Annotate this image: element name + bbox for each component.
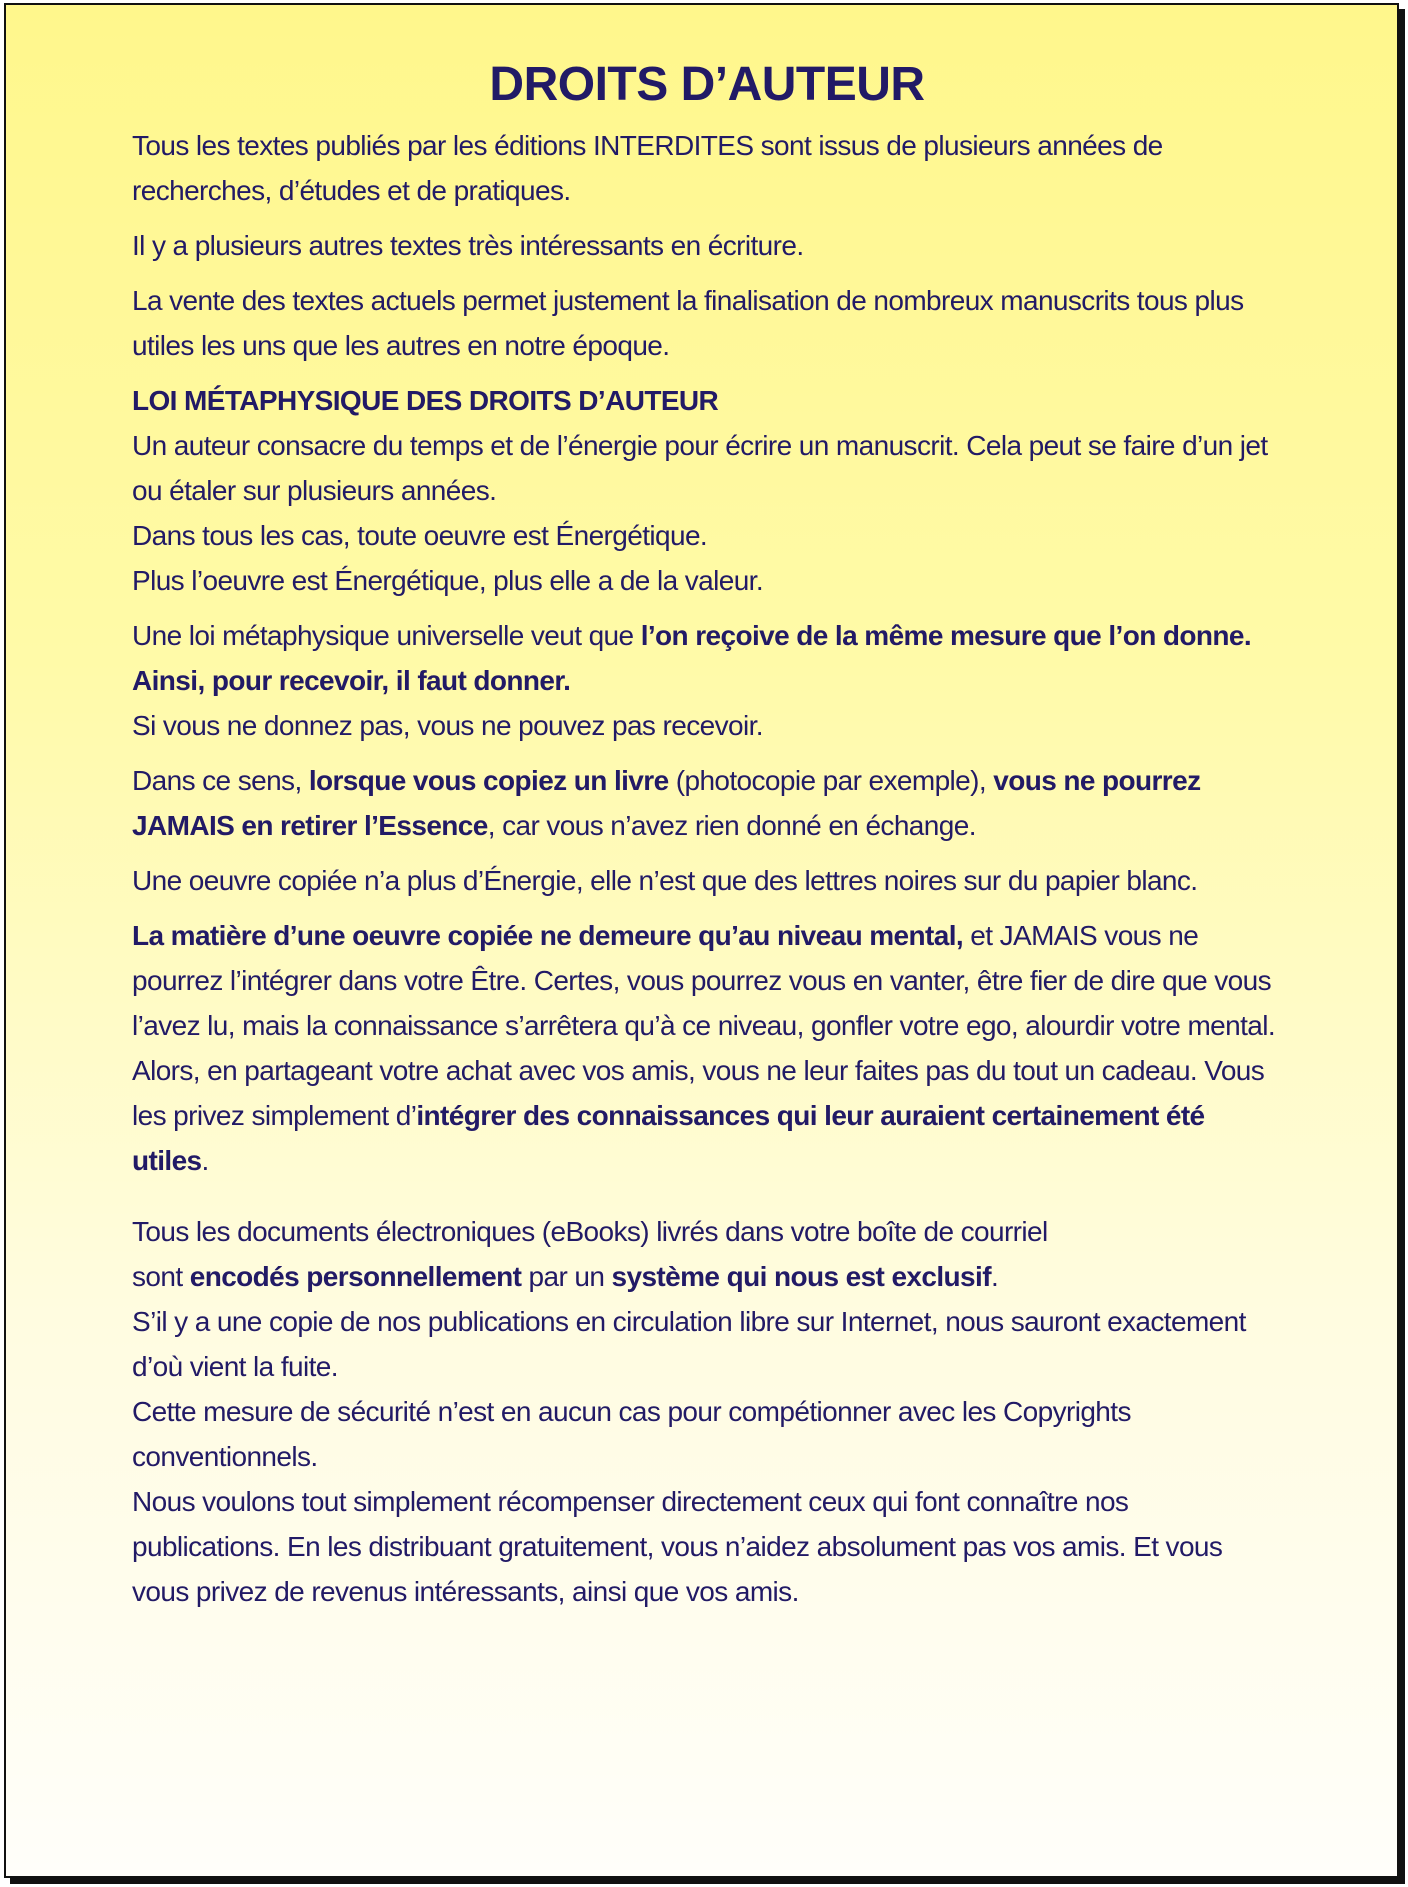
ebooks-line-2 <box>132 1254 1282 1299</box>
share-bold: intégrer des connaissances qui leur auraient certainement été utiles <box>132 1100 1205 1176</box>
copy-paragraph <box>132 758 1282 848</box>
receive-give-line: Ainsi, pour recevoir, il faut donner. <box>132 665 571 696</box>
ebooks-line-4: Cette mesure de sécurité n’est en aucun cas pour compétionner avec les Copyrights conventionnels. <box>132 1396 1131 1472</box>
ebooks-text-a: sont <box>132 1261 190 1292</box>
ebooks-line-5: Nous voulons tout simplement récompenser directement ceux qui font connaître nos publications. En les distribuant gratuitement, vous n’aidez absolument pas vos amis. Et vous vous privez de revenus intéressants, ainsi que vos amis. <box>132 1486 1223 1607</box>
universal-law-text: Une loi métaphysique universelle veut que <box>132 620 641 651</box>
no-give-line: Si vous ne donnez pas, vous ne pouvez pas recevoir. <box>132 710 763 741</box>
copy-bold-b: lorsque vous copiez un livre <box>308 765 669 796</box>
law-paragraph-1: Un auteur consacre du temps et de l’énergie pour écrire un manuscrit. Cela peut se faire d’un jet ou étaler sur plusieurs années. <box>132 430 1268 506</box>
ebooks-text-c: par un <box>521 1261 612 1292</box>
share-text: Alors, en partageant votre achat avec vos amis, vous ne leur faites pas du tout un cadeau. Vous les privez simplement d’ <box>132 1055 1265 1131</box>
intro-paragraph-2: Il y a plusieurs autres textes très intéressants en écriture. <box>132 230 804 261</box>
ebooks-bold-system: système qui nous est exclusif <box>611 1261 991 1292</box>
ebooks-text-e: . <box>990 1261 999 1292</box>
ebooks-bold-encoded: encodés personnellement <box>189 1261 522 1292</box>
page-title: DROITS D’AUTEUR <box>489 58 925 111</box>
intro-paragraph-3: La vente des textes actuels permet justement la finalisation de nombreux manuscrits tous plus utiles les uns que les autres en notre époque. <box>132 285 1244 361</box>
law-heading: LOI MÉTAPHYSIQUE DES DROITS D’AUTEUR <box>132 385 719 416</box>
copy-text-e: , car vous n’avez rien donné en échange. <box>487 810 976 841</box>
universal-law-bold: l’on reçoive de la même mesure que l’on donne. <box>640 620 1252 651</box>
intro-paragraph-1: Tous les textes publiés par les éditions INTERDITES sont issus de plusieurs années de recherches, d’études et de pratiques. <box>132 130 1163 206</box>
law-paragraph-3: Plus l’oeuvre est Énergétique, plus elle a de la valeur. <box>132 565 764 596</box>
copy-text-c: (photocopie par exemple), <box>668 765 994 796</box>
mental-paragraph <box>132 913 1282 1048</box>
copy-bold-d: vous ne pourrez JAMAIS en retirer l’Essence <box>132 765 1201 841</box>
copy-text-a: Dans ce sens, <box>132 765 309 796</box>
law-paragraph-2: Dans tous les cas, toute oeuvre est Énergétique. <box>132 520 708 551</box>
share-paragraph <box>132 1048 1282 1183</box>
mental-bold: La matière d’une oeuvre copiée ne demeure qu’au niveau mental, <box>132 920 964 951</box>
universal-law-paragraph <box>132 613 1282 658</box>
ebooks-line-3: S’il y a une copie de nos publications en circulation libre sur Internet, nous sauront exactement d’où vient la fuite. <box>132 1306 1246 1382</box>
document-content <box>132 53 1282 1614</box>
ebooks-line-1: Tous les documents électroniques (eBooks) livrés dans votre boîte de courriel <box>132 1216 1048 1247</box>
document-page <box>4 3 1399 1878</box>
share-end: . <box>201 1145 209 1176</box>
mental-text: et JAMAIS vous ne pourrez l’intégrer dans votre Être. Certes, vous pourrez vous en vanter, être fier de dire que vous l’avez lu, mais la connaissance s’arrêtera qu’à ce niveau, gonfler votre ego, alourdir votre mental. <box>132 920 1276 1041</box>
copied-work-paragraph: Une oeuvre copiée n’a plus d’Énergie, elle n’est que des lettres noires sur du papier blanc. <box>132 865 1198 896</box>
